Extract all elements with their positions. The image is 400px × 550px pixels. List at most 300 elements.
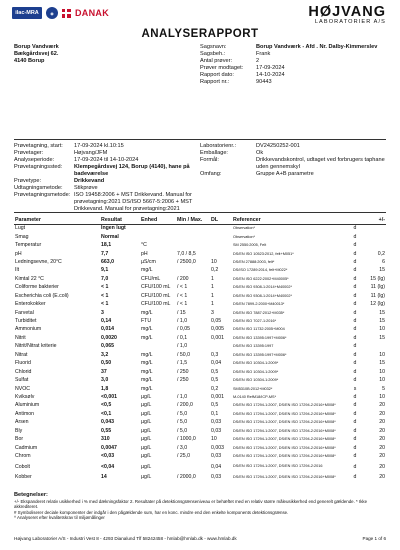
result-cell: 1,8 [101, 385, 109, 392]
result-cell: 18,1 [101, 242, 112, 249]
parameter-cell: Kviksølv [15, 393, 35, 400]
case-meta-row [200, 72, 386, 79]
unit-cell: mg/L [141, 385, 153, 392]
result-cell: 37 [101, 368, 107, 375]
dl-cell: 0,03 [211, 427, 222, 434]
uncertainty-cell: 11 (lg) [370, 292, 385, 299]
table-row [14, 300, 386, 308]
result-cell: 0,065 [101, 343, 114, 350]
case-meta-label: Prøver modtaget: [200, 65, 244, 71]
dl-cell: 0,03 [211, 419, 222, 426]
table-row [14, 367, 386, 375]
unit-cell: mg/L [141, 334, 153, 341]
parameter-cell: Kobber [15, 473, 32, 480]
table-row [14, 359, 386, 367]
minmax-cell [176, 241, 210, 249]
lab-info-row [200, 157, 386, 171]
minmax-cell: / 5,0 [177, 410, 188, 417]
address-line: 4140 Borup [14, 58, 45, 64]
flag-cell: d [353, 436, 357, 443]
table-row [14, 275, 386, 283]
accreditation-logos [12, 6, 109, 20]
minmax-cell: / 0,1 [177, 334, 188, 341]
minmax-cell: / 200 [177, 275, 189, 282]
result-cell: < 1 [101, 284, 109, 291]
reference-cell: DS/EN ISO 13395:1997+M006* [233, 335, 287, 340]
sample-info-label: Prøvetagningssted: [14, 164, 63, 170]
table-row [14, 401, 386, 409]
sample-info-row [14, 178, 200, 185]
result-cell: Normal [101, 233, 119, 240]
dl-cell: 0,005 [211, 326, 224, 333]
legend-title: Betegnelser: [14, 492, 48, 498]
minmax-cell: / 3,0 [177, 444, 188, 451]
parameter-cell: Escherichia coli (E.coli) [15, 292, 69, 299]
result-cell: <0,5 [101, 402, 112, 409]
dl-cell: 10 [211, 258, 217, 265]
flag-cell: d [353, 326, 357, 333]
dl-cell [210, 241, 232, 249]
col-minmax: Min / Max. [176, 216, 210, 224]
dl-cell: 1 [211, 292, 214, 299]
minmax-cell: / < 1 [177, 292, 188, 299]
minmax-cell: / 250 [177, 368, 189, 375]
result-cell: < 1 [101, 301, 109, 308]
company-logo-name: HØJVANG [308, 4, 386, 20]
minmax-cell: / 200,0 [177, 402, 193, 409]
sample-info-label: Prøvetagning, start: [14, 143, 63, 149]
sample-info-value: Klempegårdsvej 124, Borup (4140), hane på badeværelse [74, 164, 190, 177]
unit-cell: mg/L [141, 267, 153, 274]
reference-cell: SM5310B:2012+M032* [233, 386, 273, 391]
minmax-cell: / 5,0 [177, 419, 188, 426]
lab-info-label: Emballage: [200, 150, 228, 156]
sample-info-row [14, 164, 200, 178]
parameter-cell: Nitrit [15, 334, 26, 341]
reference-cell: DS/EN ISO 17294-1:2007, DS/EN ISO 17294-2:2016+M008* [233, 411, 336, 416]
dl-cell: 0,5 [211, 402, 219, 409]
reference-cell: DS/ISO 17289:2014, felt+M022* [233, 268, 288, 273]
result-cell: 310 [101, 436, 110, 443]
flag-cell: d [353, 242, 357, 249]
unit-cell: CFU/100 mL [141, 292, 171, 299]
sample-info-value: 17-09-2024 til 14-10-2024 [74, 157, 139, 163]
result-cell: 0,55 [101, 427, 112, 434]
reference-cell: DS/EN ISO 17294-1:2007, DS/EN ISO 17294-2:2016+M008* [233, 454, 336, 459]
minmax-cell: / < 1 [177, 284, 188, 291]
case-meta-value: 2 [256, 58, 260, 64]
result-cell: 3 [101, 309, 104, 316]
flag-cell: d [353, 453, 357, 460]
table-row [14, 258, 386, 266]
flag-cell: d [353, 275, 357, 282]
sample-info-row [14, 185, 200, 192]
sample-info-label: Prøvetager: [14, 150, 44, 156]
minmax-cell: / 2500,0 [177, 258, 196, 265]
parameter-cell: Ammonium [15, 326, 42, 333]
flag-cell: s [353, 385, 357, 392]
danak-flag-icon [62, 9, 71, 18]
flag-cell: d [353, 463, 357, 470]
dl-cell: 0,05 [211, 318, 222, 325]
unit-cell: FTU [141, 318, 152, 325]
lab-info-value: Ok [256, 150, 264, 156]
uncertainty-cell: 20 [379, 402, 385, 409]
minmax-cell [176, 266, 210, 274]
minmax-cell: / 0,05 [177, 326, 190, 333]
col-parameter: Parameter [14, 216, 100, 224]
uncertainty-cell [366, 342, 386, 350]
reference-cell: DS/EN ISO 10523:2012, felt+M051* [233, 251, 294, 256]
result-cell: <0,1 [101, 410, 112, 417]
flag-cell: d [353, 427, 357, 434]
table-row [14, 325, 386, 333]
customer-address [14, 44, 59, 65]
table-row [14, 473, 386, 481]
col-flag [344, 216, 366, 224]
lab-info [200, 143, 386, 178]
flag-cell: d [353, 284, 357, 291]
uncertainty-cell: 20 [379, 444, 385, 451]
uncertainty-cell: 20 [379, 463, 385, 470]
sample-info-row [14, 192, 200, 213]
parameter-cell: Bly [15, 427, 23, 434]
unit-cell: pH [141, 250, 148, 257]
legend [14, 492, 386, 520]
parameter-cell: Lugt [15, 225, 26, 232]
reference-cell: DS/EN ISO 17294-1:2007, DS/EN ISO 17294-2:2016+M008* [233, 445, 336, 450]
reference-cell: DS/EN ISO 17294-1:2007, DS/EN ISO 17294-2:2016+M008* [233, 428, 336, 433]
minmax-cell: / 1,0 [177, 318, 188, 325]
case-meta-label: Rapport nr.: [200, 79, 230, 85]
table-row [14, 308, 386, 316]
uncertainty-cell: 20 [379, 453, 385, 460]
flag-cell: d [353, 318, 357, 325]
table-row [14, 427, 386, 435]
legend-line: # Symboliserer deciale komponenter der indgår i den pågældende sum, har en konc. mindre end den enkelte komponents detektionsgrænse. [14, 509, 289, 515]
uncertainty-cell: 20 [379, 410, 385, 417]
case-meta-row [200, 65, 386, 72]
table-row [14, 376, 386, 384]
result-cell: 0,50 [101, 360, 112, 367]
footer-company-info: Højvang Laboratorier A/S - Industri Vest 8 - 4293 Dianalund Tlf 58242458 - hmlab@hmlab.dk - www.hmlab.dk [14, 536, 237, 541]
flag-cell: d [353, 233, 357, 240]
case-meta-value: 90443 [256, 79, 272, 85]
reference-cell: DS/EN ISO 7027-1:2016* [233, 319, 277, 324]
case-meta-label: Rapport dato: [200, 72, 234, 78]
case-meta-row [200, 44, 386, 51]
flag-cell: d [353, 309, 357, 316]
case-meta-value: 17-09-2024 [256, 65, 285, 71]
uncertainty-cell: 11 (lg) [370, 284, 385, 291]
minmax-cell: / 50,0 [177, 351, 190, 358]
uncertainty-cell: 5 [382, 385, 385, 392]
reference-cell: DS/EN ISO 9308-1:2014+M40002* [233, 285, 292, 290]
parameter-cell: Cadmium [15, 444, 38, 451]
flag-cell: d [353, 343, 357, 350]
minmax-cell: / < 1 [177, 301, 188, 308]
unit-cell: mg/L [141, 360, 153, 367]
result-cell: 0,0020 [101, 334, 117, 341]
sample-info-label: Prøvetagningsmetode: [14, 192, 71, 198]
uncertainty-cell: 15 (lg) [370, 275, 385, 282]
legend-line: ^ Analyseret efter kvalitetskrav til miljømålinger [14, 514, 105, 520]
unit-cell [140, 224, 176, 232]
page-footer [14, 536, 386, 541]
address-line: Borup Vandværk [14, 44, 59, 50]
dl-cell: 0,1 [211, 410, 219, 417]
case-meta-row [200, 58, 386, 65]
company-logo-sub: LABORATORIER A/S [314, 19, 386, 25]
parameter-cell: Antimon [15, 410, 35, 417]
divider [14, 139, 386, 140]
result-cell: <0,03 [101, 453, 115, 460]
unit-cell: CFU/100 mL [141, 301, 171, 308]
dl-cell: 0,04 [211, 463, 222, 470]
uncertainty-cell: 20 [379, 427, 385, 434]
minmax-cell [176, 460, 210, 473]
case-meta-value: Borup Vandværk - Afd . Nr. Dalby-Kimmerslev [256, 44, 378, 50]
uncertainty-cell: 15 [379, 267, 385, 274]
minmax-cell: 7,0 / 8,5 [177, 250, 196, 257]
result-cell: Ingen lugt [101, 225, 126, 232]
lab-info-value: Drikkevandskontrol, udtaget ved forbrugers taphane uden gennemskyl [256, 157, 385, 170]
minmax-cell [176, 232, 210, 240]
reference-cell: DS/EN ISO 17294-1:2007, DS/EN ISO 17294-2:2016 [233, 464, 323, 469]
table-row [14, 317, 386, 325]
flag-cell: d [353, 351, 357, 358]
parameter-cell: Ledningsevne, 20°C [15, 258, 62, 265]
parameter-cell: Farvetal [15, 309, 34, 316]
lab-info-value: Gruppe A+B parametre [256, 171, 314, 177]
flag-cell: d [353, 301, 357, 308]
unit-cell: µg/L [141, 463, 152, 470]
parameter-cell: Kimtal 22 °C [15, 275, 44, 282]
uncertainty-cell: 12 (lg) [370, 301, 385, 308]
col-result: Resultat [100, 216, 140, 224]
dl-cell [210, 232, 232, 240]
flag-cell: d [353, 258, 357, 265]
reference-cell: DS/EN ISO 11732:2005+M004 [233, 327, 285, 332]
flag-cell: d [353, 444, 357, 451]
reference-cell: Observation* [233, 234, 255, 239]
result-cell: <0,001 [101, 393, 118, 400]
flag-cell: d [353, 393, 357, 400]
dl-cell: 1 [211, 275, 214, 282]
parameter-cell: Nitrat [15, 351, 28, 358]
table-row [14, 435, 386, 443]
minmax-cell: / 1,5 [177, 360, 188, 367]
sample-info-value: 17-09-2024 kl.10:15 [74, 143, 124, 149]
dl-cell: 10 [211, 436, 217, 443]
uncertainty-cell: 15 [379, 334, 385, 341]
result-cell: 0,0047 [101, 444, 117, 451]
parameter-cell: Ilt [15, 267, 20, 274]
dl-cell: 0,003 [211, 444, 224, 451]
flag-cell: d [353, 267, 357, 274]
sample-info-label: Prøvetype: [14, 178, 42, 184]
dl-cell: 0,001 [211, 393, 224, 400]
table-row [14, 224, 386, 232]
dl-cell: 0,5 [211, 368, 219, 375]
parameter-cell: Fluorid [15, 360, 31, 367]
parameter-cell: NVOC [15, 385, 30, 392]
lab-info-value: DV24250252-001 [256, 143, 300, 149]
table-row [14, 452, 386, 460]
parameter-cell: Chlorid [15, 368, 32, 375]
result-cell: < 1 [101, 292, 109, 299]
parameter-cell: Turbiditet [15, 318, 37, 325]
uncertainty-cell [366, 232, 386, 240]
uncertainty-cell: 10 [379, 377, 385, 384]
minmax-cell: / 25,0 [177, 453, 190, 460]
unit-cell: mg/L [141, 368, 153, 375]
divider [14, 212, 386, 213]
result-cell: 7,7 [101, 250, 109, 257]
reference-cell: DS/EN ISO 17294-1:2007, DS/EN ISO 17294-2:2016+M008* [233, 403, 336, 408]
sample-info-label: Udtagningsmetode: [14, 185, 63, 191]
dl-cell [210, 224, 232, 232]
col-references: Referencer [232, 216, 344, 224]
parameter-cell: Sulfat [15, 377, 29, 384]
unit-cell: mg/L [141, 377, 153, 384]
minmax-cell: / 250 [177, 377, 189, 384]
unit-cell: mg/L [141, 309, 153, 316]
uncertainty-cell: 20 [379, 436, 385, 443]
lab-info-row [200, 150, 386, 157]
parameter-cell: Chrom [15, 453, 31, 460]
reference-cell: DS/EN ISO 10304-1:2009* [233, 378, 279, 383]
parameter-cell: Bor [15, 436, 24, 443]
unit-cell: mg/L [141, 351, 153, 358]
table-row [14, 351, 386, 359]
unit-cell: mg/L [141, 326, 153, 333]
uncertainty-cell: 10 [379, 351, 385, 358]
case-meta-label: Antal prøver: [200, 58, 233, 64]
table-row [14, 334, 386, 342]
dl-cell: 0,03 [211, 453, 222, 460]
sample-info-value: Drikkevand [74, 178, 105, 184]
flag-cell: d [353, 250, 357, 257]
sample-info-row [14, 157, 200, 164]
flag-cell: d [353, 292, 357, 299]
table-row [14, 384, 386, 392]
table-row [14, 292, 386, 300]
uncertainty-cell [366, 241, 386, 249]
dl-cell: 3 [211, 309, 214, 316]
result-cell: 3,2 [101, 351, 109, 358]
reference-cell: Observation* [233, 226, 255, 231]
reference-cell: DS/EN 27888:2003, felt* [233, 259, 275, 264]
uncertainty-cell: 10 [379, 326, 385, 333]
minmax-cell: / 1,0 [177, 393, 188, 400]
result-cell: 7,0 [101, 275, 109, 282]
uncertainty-cell: 15 [379, 309, 385, 316]
result-cell: 0,043 [101, 419, 114, 426]
sample-info-row [14, 150, 200, 157]
reference-cell: DS/EN ISO 7887:2012+M035* [233, 310, 285, 315]
result-cell: 0,14 [101, 318, 112, 325]
table-row [14, 266, 386, 274]
sample-info-label: Analyseperiode: [14, 157, 55, 163]
dl-cell: 0,5 [211, 377, 219, 384]
reference-cell: SM 2550:2005, Felt [233, 243, 267, 248]
reference-cell: DS/EN ISO 9308-1:2014+M40002* [233, 293, 292, 298]
dl-cell: 1 [211, 284, 214, 291]
reference-cell: DS/EN ISO 13395:1997 [233, 344, 274, 349]
lab-info-label: Omfang: [200, 171, 222, 177]
case-meta-value: Frank [256, 51, 271, 57]
unit-cell: µg/L [141, 419, 152, 426]
minmax-cell: / 2000,0 [177, 473, 196, 480]
parameter-cell: Smag [15, 233, 29, 240]
unit-cell: µg/L [141, 410, 152, 417]
table-row [14, 418, 386, 426]
minmax-cell: / 5,0 [177, 427, 188, 434]
unit-cell: CFU/mL [141, 275, 161, 282]
col-dl: DL [210, 216, 232, 224]
lab-info-row [200, 143, 386, 150]
reference-cell: DS/EN 7899-2:2000+M40013* [233, 302, 285, 307]
dl-cell: 0,03 [211, 473, 222, 480]
dl-cell [210, 249, 232, 257]
uncertainty-cell: 10 [379, 368, 385, 375]
ilac-mra-logo: ilac-MRA [12, 7, 42, 19]
result-cell: 3,0 [101, 377, 109, 384]
uncertainty-cell: 15 [379, 360, 385, 367]
minmax-cell [176, 384, 210, 392]
page-title: ANALYSERAPPORT [141, 28, 259, 40]
result-cell: <0,04 [101, 463, 115, 470]
flag-cell: d [353, 402, 357, 409]
dl-cell: 0,3 [211, 351, 219, 358]
table-row [14, 443, 386, 451]
minmax-cell: / 15 [177, 309, 186, 316]
address-line: Bækgårdsvej 62. [14, 51, 59, 57]
lab-info-row [200, 171, 386, 178]
uncertainty-cell: 6 [382, 258, 385, 265]
case-meta-row [200, 51, 386, 58]
dl-cell: 0,001 [211, 334, 224, 341]
table-row [14, 241, 386, 249]
parameter-cell: Coliforme bakterier [15, 284, 59, 291]
unit-cell: µg/L [141, 444, 152, 451]
table-row [14, 232, 386, 240]
uncertainty-cell: 0,2 [377, 250, 385, 257]
case-meta-label: Sagsnavn: [200, 44, 227, 50]
uncertainty-cell [366, 224, 386, 232]
lab-info-label: Formål: [200, 157, 219, 163]
minmax-cell: / 1,0 [177, 343, 188, 350]
sample-info-row [14, 143, 200, 150]
case-metadata [200, 44, 386, 86]
company-logo [308, 4, 386, 25]
sample-info-value: Stikprøve [74, 185, 98, 191]
sample-info-value: ISO 19458:2006 + MST Drikkevand. Manual for prøvetagning:2021 DS/ISO 5667-5:2006 + MST Drikkevand. Manual for prøvetagning:2021 [74, 192, 193, 212]
sample-info-value: Højvang/JFM [74, 150, 108, 156]
flag-cell: d [353, 410, 357, 417]
result-cell: 663,0 [101, 258, 114, 265]
dl-cell: 0,04 [211, 360, 222, 367]
flag-cell: d [353, 377, 357, 384]
uncertainty-cell: 10 [379, 393, 385, 400]
reference-cell: DS/EN ISO 6222:2002+M40005* [233, 276, 289, 281]
flag-cell: d [353, 368, 357, 375]
flag-cell: d [353, 419, 357, 426]
unit-cell: µS/cm [141, 258, 156, 265]
reference-cell: M-0140 RefM18/ICP-MS* [233, 394, 277, 399]
dl-cell: 0,2 [211, 267, 219, 274]
